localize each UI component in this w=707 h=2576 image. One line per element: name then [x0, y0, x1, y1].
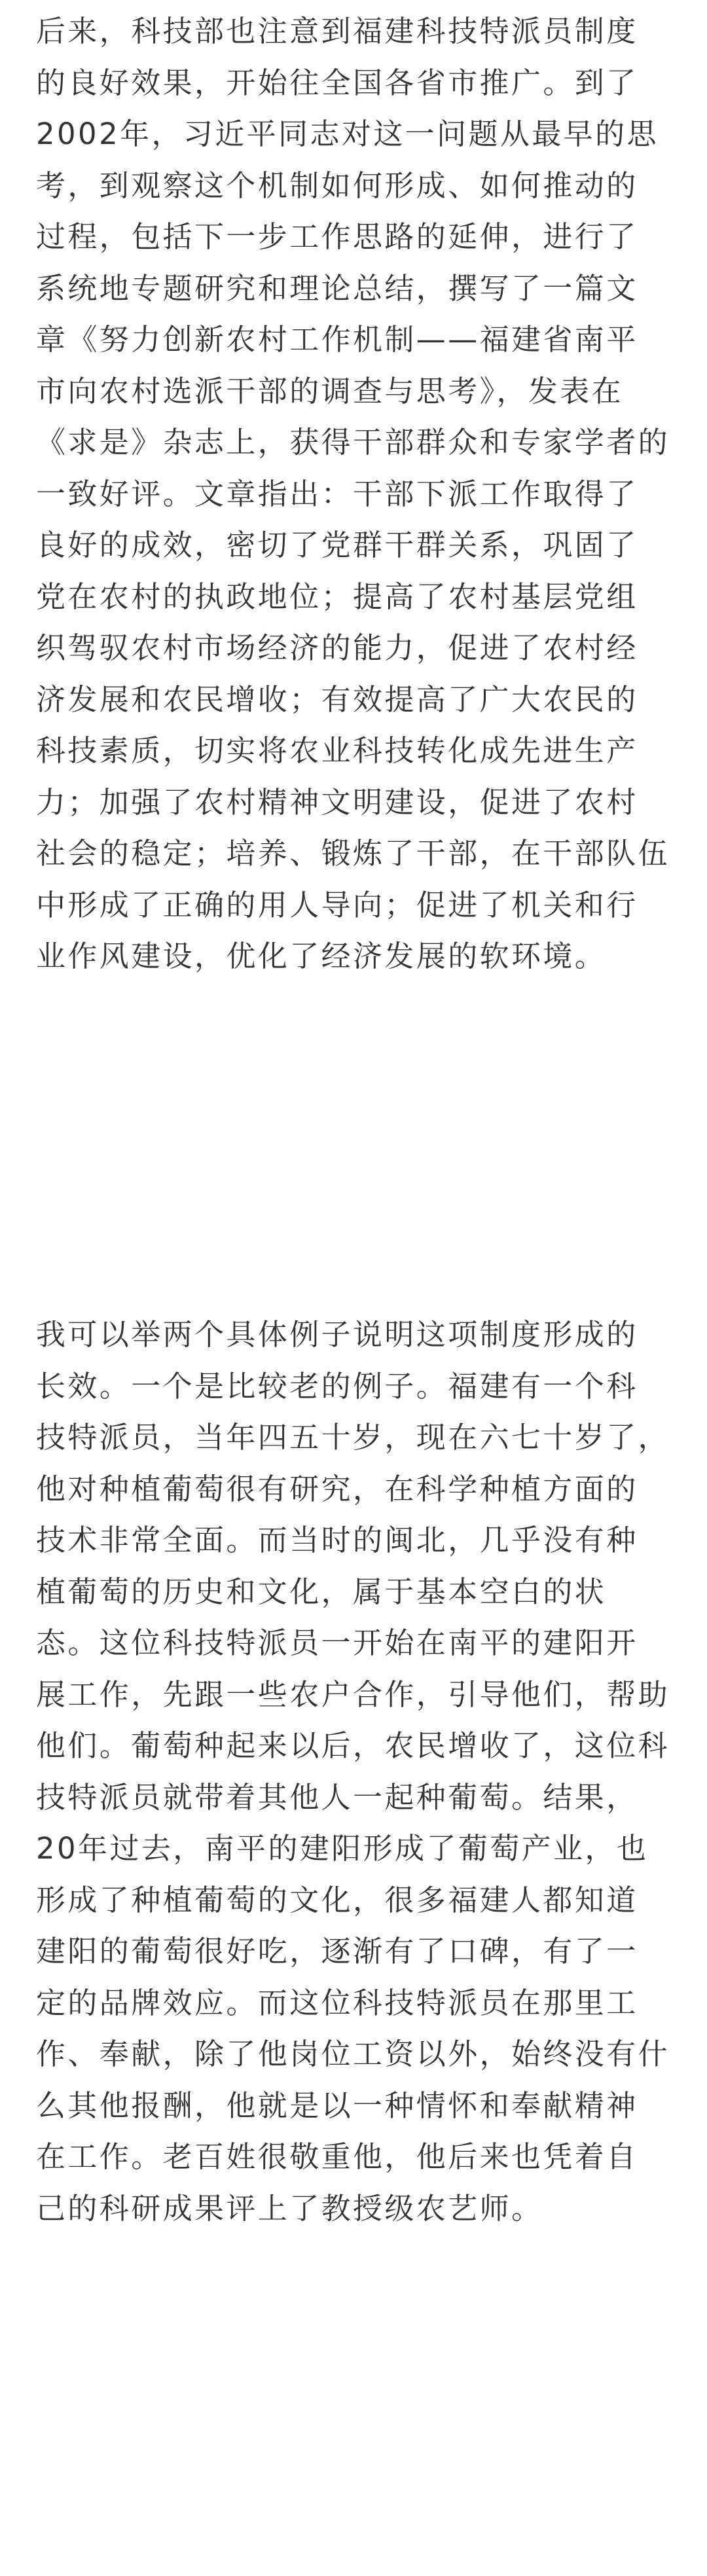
text-line: 中形成了正确的用人导向；促进了机关和行 [36, 887, 638, 922]
text-line: 植葡萄的历史和文化，属于基本空白的状 [36, 1574, 607, 1609]
text-line: 力；加强了农村精神文明建设，促进了农村 [36, 784, 638, 820]
text-line: 他们。葡萄种起来以后，农民增收了，这位科 [36, 1728, 670, 1763]
text-line: 态。这位科技特派员一开始在南平的建阳开 [36, 1625, 638, 1660]
text-line: 《求是》杂志上，获得干部群众和专家学者的 [36, 425, 670, 460]
text-line: 科技素质，切实将农业科技转化成先进生产 [36, 733, 638, 768]
text-line: 技特派员，当年四五十岁，现在六七十岁了， [36, 1420, 670, 1455]
text-line: 在工作。老百姓很敬重他，他后来也凭着自 [36, 2139, 638, 2174]
text-line: 技特派员就带着其他人一起种葡萄。结果， [36, 1779, 638, 1815]
text-line: 济发展和农民增收；有效提高了广大农民的 [36, 681, 638, 717]
text-line: 我可以举两个具体例子说明这项制度形成的 [36, 1317, 638, 1352]
paragraph-1 [36, 6, 670, 983]
text-line: 的良好效果，开始往全国各省市推广。到了 [36, 65, 638, 100]
text-line: 形成了种植葡萄的文化，很多福建人都知道 [36, 1882, 638, 1917]
text-line: 织驾驭农村市场经济的能力，促进了农村经 [36, 630, 638, 665]
text-line: 20年过去，南平的建阳形成了葡萄产业，也 [36, 1831, 649, 1866]
text-line: 作、奉献，除了他岗位工资以外，始终没有什 [36, 2037, 670, 2071]
text-line: 展工作，先跟一些农户合作，引导他们，帮助 [36, 1677, 670, 1712]
text-line: 考，到观察这个机制如何形成、如何推动的 [36, 168, 638, 203]
text-line: 业作风建设，优化了经济发展的软环境。 [36, 939, 607, 973]
text-line: 一致好评。文章指出：干部下派工作取得了 [36, 476, 638, 511]
text-line: 过程，包括下一步工作思路的延伸，进行了 [36, 219, 638, 254]
text-line: 长效。一个是比较老的例子。福建有一个科 [36, 1368, 638, 1404]
text-line: 技术非常全面。而当时的闽北，几乎没有种 [36, 1523, 638, 1557]
text-line: 章《努力创新农村工作机制——福建省南平 [36, 322, 638, 357]
text-line: 后来，科技部也注意到福建科技特派员制度 [36, 14, 638, 48]
text-line: 党在农村的执政地位；提高了农村基层党组 [36, 579, 638, 614]
text-line: 么其他报酬，他就是以一种情怀和奉献精神 [36, 2088, 638, 2123]
text-line: 定的品牌效应。而这位科技特派员在那里工 [36, 1985, 638, 2020]
text-line: 良好的成效，密切了党群干群关系，巩固了 [36, 528, 638, 562]
text-line: 己的科研成果评上了教授级农艺师。 [36, 2190, 543, 2226]
text-line: 建阳的葡萄很好吃，逐渐有了口碑，有了一 [36, 1934, 638, 1968]
text-line: 他对种植葡萄很有研究，在科学种植方面的 [36, 1471, 638, 1506]
text-line: 社会的稳定；培养、锻炼了干部，在干部队伍 [36, 836, 670, 871]
text-line: 2002年，习近平同志对这一问题从最早的思 [36, 117, 659, 151]
text-line: 系统地专题研究和理论总结，撰写了一篇文 [36, 270, 638, 306]
paragraph-2 [36, 1309, 670, 2234]
text-line: 市向农村选派干部的调查与思考》，发表在 [36, 373, 624, 408]
